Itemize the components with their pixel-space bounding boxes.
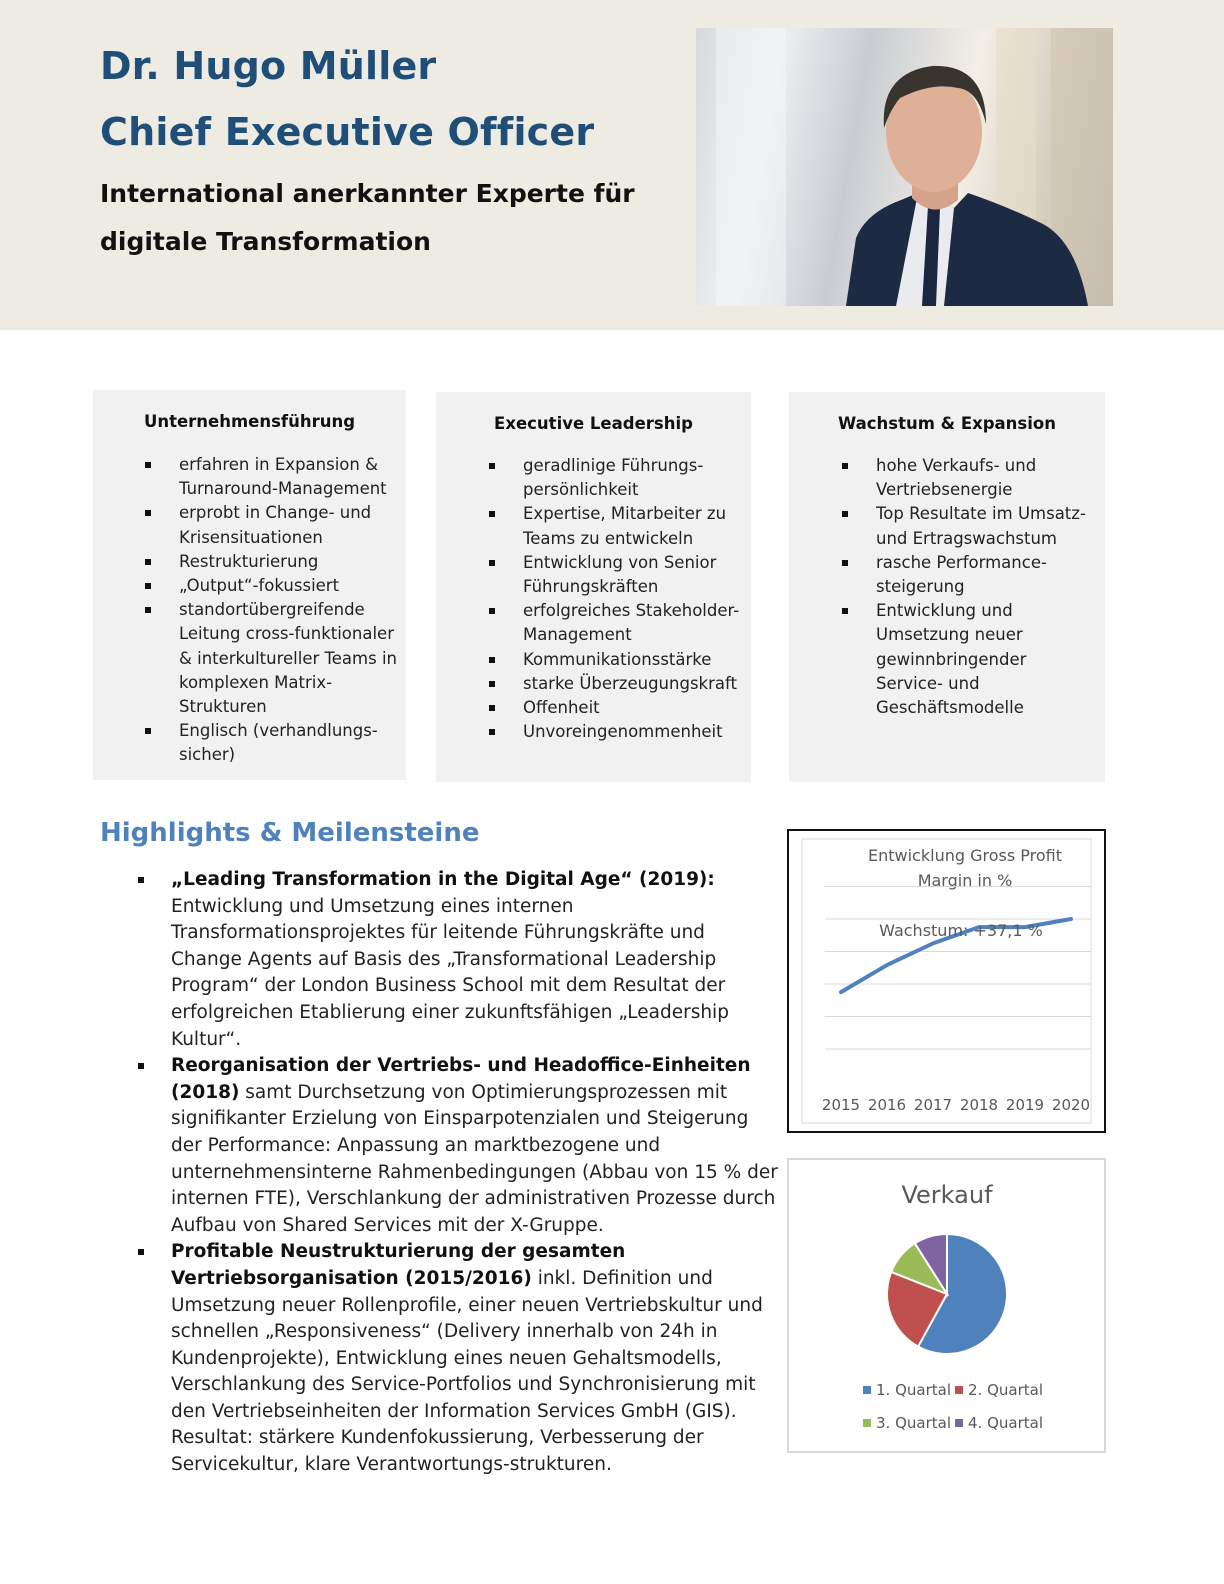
- portrait-photo: [696, 28, 1113, 306]
- x-axis-ticks: [822, 1096, 1090, 1114]
- list-item: standortübergreifende Leitung cross-funktionaler & interkultureller Teams in komplexen Matrix-Strukturen: [93, 598, 406, 719]
- job-title: Chief Executive Officer: [100, 110, 595, 154]
- list-item: rasche Performance-steigerung: [789, 551, 1105, 599]
- highlight-item: [100, 867, 780, 1053]
- skill-box-title: Unternehmensführung: [143, 412, 356, 431]
- x-tick-label: 2018: [959, 1096, 999, 1114]
- growth-annotation: Wachstum: +37,1 %: [879, 921, 1043, 940]
- x-tick-label: 2016: [867, 1096, 907, 1114]
- list-item: geradlinige Führungs-persönlichkeit: [436, 454, 751, 502]
- highlight-text: samt Durchsetzung von Optimierungsprozessen mit signifikanter Erzielung von Einsparpotenzialen und Steigerung der Performance: Anpassung an marktbezogene und unternehmensinterne Rahmenbedingungen (Abbau von 15 % der internen FTE), Verschlankung der administrativen Prozesse durch Aufbau von Shared Services mit der X-Gruppe.: [171, 1081, 778, 1236]
- skill-box-unternehmensfuehrung: [93, 390, 406, 780]
- tagline-line-2: digitale Transformation: [100, 227, 431, 256]
- line-chart-svg: [789, 831, 1104, 1131]
- pie-legend: [863, 1381, 1043, 1432]
- list-item: Offenheit: [436, 696, 751, 720]
- list-item: Expertise, Mitarbeiter zu Teams zu entwickeln: [436, 502, 751, 550]
- x-tick-label: 2019: [1005, 1096, 1045, 1114]
- tagline: [100, 170, 660, 266]
- x-tick-label: 2017: [913, 1096, 953, 1114]
- list-item: Englisch (verhandlungs-sicher): [93, 719, 406, 767]
- highlight-item: [100, 1053, 780, 1239]
- pie-title: Verkauf: [901, 1181, 993, 1209]
- verkauf-pie-chart: [787, 1158, 1106, 1453]
- list-item: starke Überzeugungskraft: [436, 672, 751, 696]
- list-item: erprobt in Change- und Krisensituationen: [93, 501, 406, 549]
- legend-label: 3. Quartal: [876, 1414, 951, 1432]
- list-item: hohe Verkaufs- und Vertriebsenergie: [789, 454, 1105, 502]
- legend-label: 4. Quartal: [968, 1414, 1043, 1432]
- highlight-item: [100, 1239, 780, 1478]
- person-name: Dr. Hugo Müller: [100, 44, 437, 88]
- legend-label: 2. Quartal: [968, 1381, 1043, 1399]
- legend-swatch: [955, 1419, 963, 1427]
- gridlines: [825, 887, 1091, 1050]
- legend-label: 1. Quartal: [876, 1381, 951, 1399]
- legend-swatch: [863, 1386, 871, 1394]
- skill-list: [789, 454, 1105, 720]
- list-item: „Output“-fokussiert: [93, 574, 406, 598]
- highlight-bold-title: Profitable Neustrukturierung der gesamten Vertriebsorganisation (2015/2016): [171, 1241, 626, 1289]
- list-item: Entwicklung und Umsetzung neuer gewinnbringender Service- und Geschäftsmodelle: [789, 599, 1105, 720]
- gross-profit-chart: [787, 829, 1106, 1133]
- skill-list: [436, 454, 751, 744]
- skill-box-title: Wachstum & Expansion: [838, 414, 1056, 433]
- skill-box-executive-leadership: [436, 392, 751, 782]
- list-item: Kommunikationsstärke: [436, 648, 751, 672]
- pie-chart-svg: [789, 1160, 1104, 1451]
- chart-title-line-1: Entwicklung Gross Profit: [868, 846, 1062, 865]
- tagline-line-1: International anerkannter Experte für: [100, 179, 635, 208]
- list-item: Unvoreingenommenheit: [436, 720, 751, 744]
- skill-box-title: Executive Leadership: [494, 414, 693, 433]
- list-item: Top Resultate im Umsatz- und Ertragswachstum: [789, 502, 1105, 550]
- x-tick-label: 2015: [821, 1096, 861, 1114]
- header-banner: [0, 0, 1224, 330]
- list-item: erfolgreiches Stakeholder-Management: [436, 599, 751, 647]
- highlight-bold-title: Reorganisation der Vertriebs- und Headoffice-Einheiten (2018): [171, 1055, 751, 1103]
- list-item: Restrukturierung: [93, 550, 406, 574]
- highlight-text: inkl. Definition und Umsetzung neuer Rollenprofile, einer neuen Vertriebskultur und schnellen „Responsiveness“ (Delivery innerhalb von 24h in Kundenprojekte), Entwicklung eines neuen Gehaltsmodells, Verschlankung des Service-Portfolios und Synchronisierung mit den Vertriebseinheiten der Information Services GmbH (GIS). Resultat: stärkere Kundenfokussierung, Verbesserung der Servicekultur, klare Verantwortungs-strukturen.: [171, 1267, 763, 1476]
- chart-title-line-2: Margin in %: [917, 871, 1013, 890]
- x-tick-label: 2020: [1051, 1096, 1091, 1114]
- legend-swatch: [863, 1419, 871, 1427]
- highlight-text: Entwicklung und Umsetzung eines internen Transformationsprojektes für leitende Führungskräfte und Change Agents auf Basis des „Transformational Leadership Program“ der London Business School mit dem Resultat der erfolgreichen Etablierung einer zukunftsfähigen „Leadership Kultur“.: [171, 895, 729, 1050]
- highlight-bold-title: „Leading Transformation in the Digital Age“ (2019):: [171, 869, 715, 890]
- highlights-list: [100, 867, 780, 1479]
- skill-box-wachstum-expansion: [789, 392, 1105, 782]
- highlights-heading: Highlights & Meilensteine: [100, 818, 480, 848]
- list-item: Entwicklung von Senior Führungskräften: [436, 551, 751, 599]
- list-item: erfahren in Expansion & Turnaround-Management: [93, 453, 406, 501]
- person-portrait-icon: [696, 28, 1113, 306]
- pie-slices: [887, 1234, 1007, 1354]
- legend-swatch: [955, 1386, 963, 1394]
- skill-list: [93, 453, 406, 768]
